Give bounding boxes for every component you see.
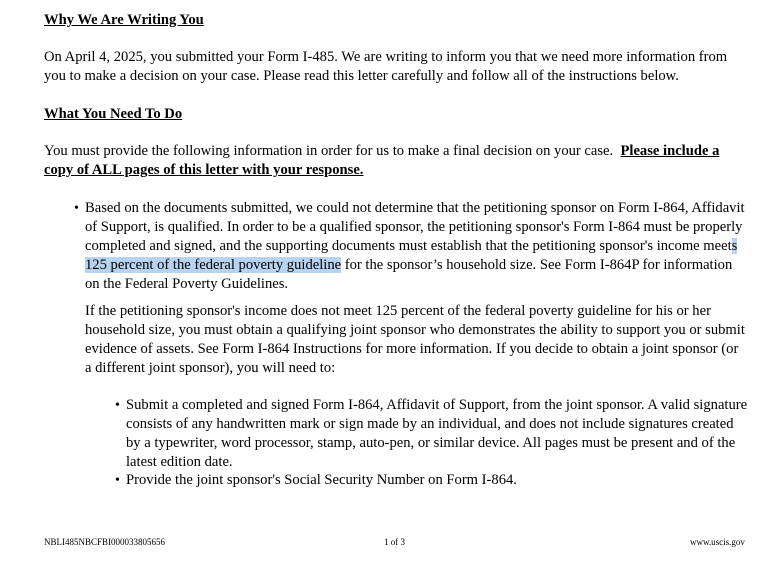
footer-document-id: NBLI485NBCFBI000033805656: [44, 537, 166, 547]
section-heading-why: Why We Are Writing You: [44, 12, 204, 28]
sub-bullet-item: [115, 471, 750, 490]
sub-bullet-text: Provide the joint sponsor's Social Security Number on Form I-864.: [126, 472, 517, 488]
include-letter-notice: Please include a copy of ALL pages of this letter with your response.: [44, 143, 720, 178]
bullet-marker: •: [115, 398, 120, 413]
bullet-marker: •: [115, 473, 120, 488]
bullet-item: [74, 199, 746, 294]
footer-page-number: 1 of 3: [384, 537, 405, 547]
joint-sponsor-paragraph: If the petitioning sponsor's income does not meet 125 percent of the federal poverty guideline for his or her household size, you must obtain a qualifying joint sponsor who demonstrates the ability to support you or submit evidence of assets. See Form I-864 Instructions for more information. If you decide to obtain a joint sponsor (or a different joint sponsor), you will need to:: [85, 303, 745, 376]
instructions-paragraph: [44, 142, 744, 180]
bullet-marker: •: [74, 201, 79, 216]
bullet-text-end: for the sponsor’s household size. See Form I-864P for information on the Federal Poverty Guidelines.: [85, 257, 733, 292]
bullet-text: [85, 199, 745, 294]
selected-text-highlight[interactable]: s 125 percent of the federal poverty guideline: [85, 238, 738, 273]
instructions-text: You must provide the following information in order for us to make a final decision on your case.: [44, 143, 614, 159]
sub-bullet-item: [115, 396, 750, 472]
section-heading-what: What You Need To Do: [44, 106, 183, 122]
sub-bullet-text: Submit a completed and signed Form I-864, Affidavit of Support, from the joint sponsor. A valid signature consists of any handwritten mark or sign made by an individual, and does not include signatures created by a typewriter, word processor, stamp, auto-pen, or similar device. All pages must be present and of the latest edition date.: [126, 397, 748, 470]
bullet-text-start: Based on the documents submitted, we could not determine that the petitioning sponsor on Form I-864, Affidavit of Support, is qualified. In order to be a qualified sponsor, the petitioning sponsor's Form I-864 must be properly completed and signed, and the supporting documents must establish that the petitioning sponsor's income meet: [85, 200, 745, 254]
intro-paragraph: On April 4, 2025, you submitted your Form I-485. We are writing to inform you that we need more information from you to make a decision on your case. Please read this letter carefully and follow all of the instructions below.: [44, 49, 728, 84]
footer-website: www.uscis.gov: [690, 537, 745, 547]
